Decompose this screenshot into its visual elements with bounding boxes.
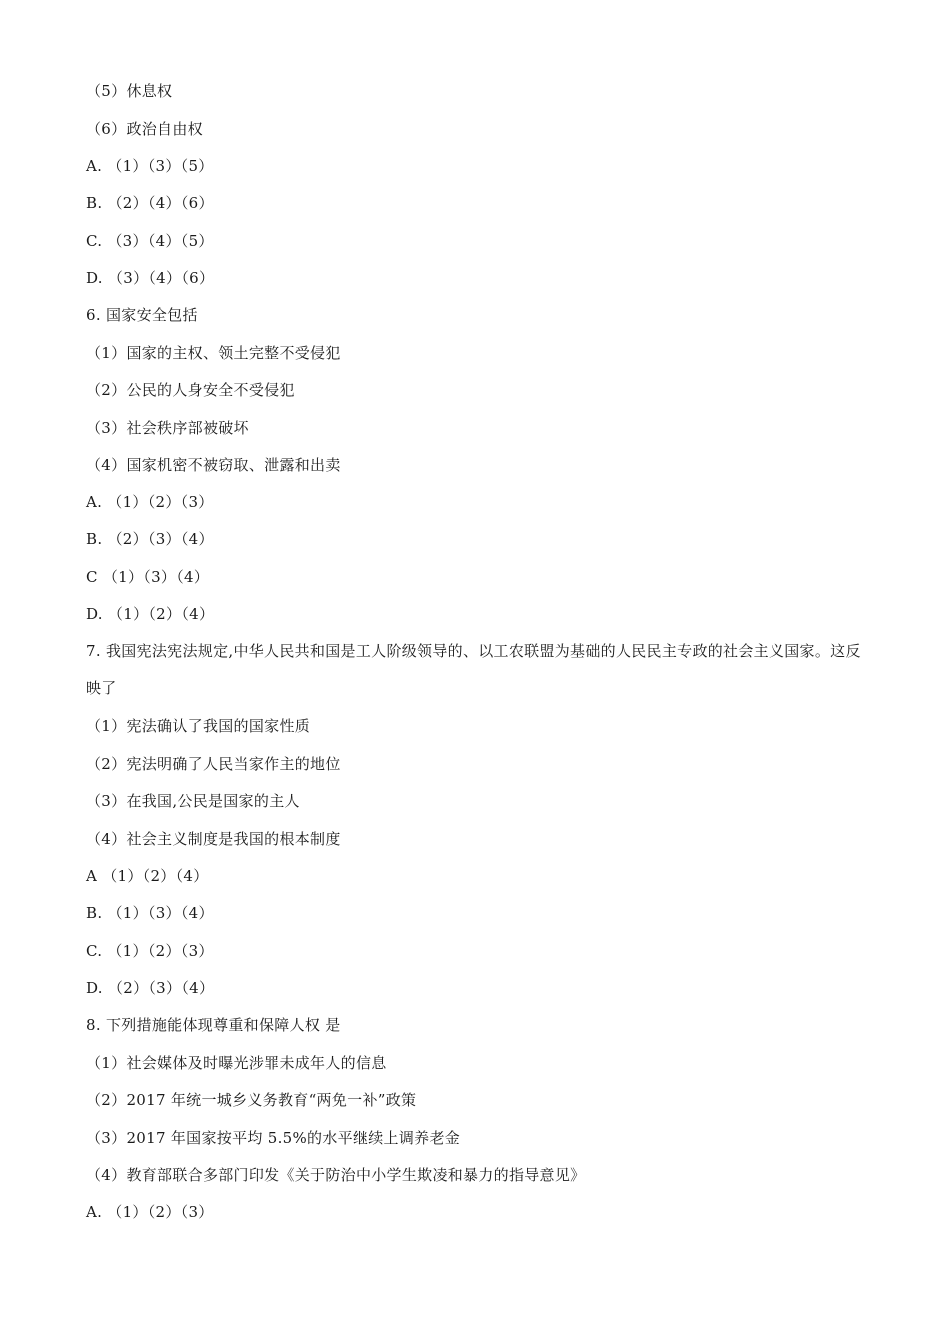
option-line: （5）休息权	[86, 82, 173, 100]
option-line: （4）国家机密不被窃取、泄露和出卖	[86, 456, 341, 474]
answer-choice-a: A. （1）（2）（3）	[86, 1203, 214, 1221]
answer-choice-d: D. （2）（3）（4）	[86, 979, 215, 997]
answer-choice-b: B. （2）（3）（4）	[86, 530, 214, 548]
option-line: （2）2017 年统一城乡义务教育“两免一补”政策	[86, 1091, 417, 1109]
option-line: （1）国家的主权、领土完整不受侵犯	[86, 344, 341, 362]
option-line: （1）宪法确认了我国的国家性质	[86, 717, 311, 735]
option-line: （4）社会主义制度是我国的根本制度	[86, 830, 341, 848]
option-line: （3）社会秩序部被破坏	[86, 419, 249, 437]
option-line: （6）政治自由权	[86, 120, 203, 138]
option-line: （2）宪法明确了人民当家作主的地位	[86, 755, 341, 773]
answer-choice-a: A （1）（2）（4）	[86, 867, 209, 885]
answer-choice-d: D. （3）（4）（6）	[86, 269, 215, 287]
answer-choice-a: A. （1）（3）（5）	[86, 157, 214, 175]
question-7: 7. 我国宪法宪法规定,中华人民共和国是工人阶级领导的、以工农联盟为基础的人民民主专政的社会主义国家。这反映了	[86, 642, 861, 697]
question-8: 8. 下列措施能体现尊重和保障人权 是	[86, 1016, 341, 1034]
option-line: （2）公民的人身安全不受侵犯	[86, 381, 295, 399]
question-6: 6. 国家安全包括	[86, 306, 198, 324]
option-line: （3）2017 年国家按平均 5.5%的水平继续上调养老金	[86, 1129, 461, 1147]
option-line: （4）教育部联合多部门印发《关于防治中小学生欺凌和暴力的指导意见》	[86, 1166, 586, 1184]
answer-choice-c: C. （3）（4）（5）	[86, 232, 214, 250]
option-line: （1）社会媒体及时曝光涉罪未成年人的信息	[86, 1054, 387, 1072]
answer-choice-a: A. （1）（2）（3）	[86, 493, 214, 511]
answer-choice-d: D. （1）（2）（4）	[86, 605, 215, 623]
answer-choice-b: B. （2）（4）（6）	[86, 194, 214, 212]
answer-choice-c: C （1）（3）（4）	[86, 568, 210, 586]
option-line: （3）在我国,公民是国家的主人	[86, 792, 300, 810]
answer-choice-b: B. （1）（3）（4）	[86, 904, 214, 922]
answer-choice-c: C. （1）（2）（3）	[86, 942, 214, 960]
